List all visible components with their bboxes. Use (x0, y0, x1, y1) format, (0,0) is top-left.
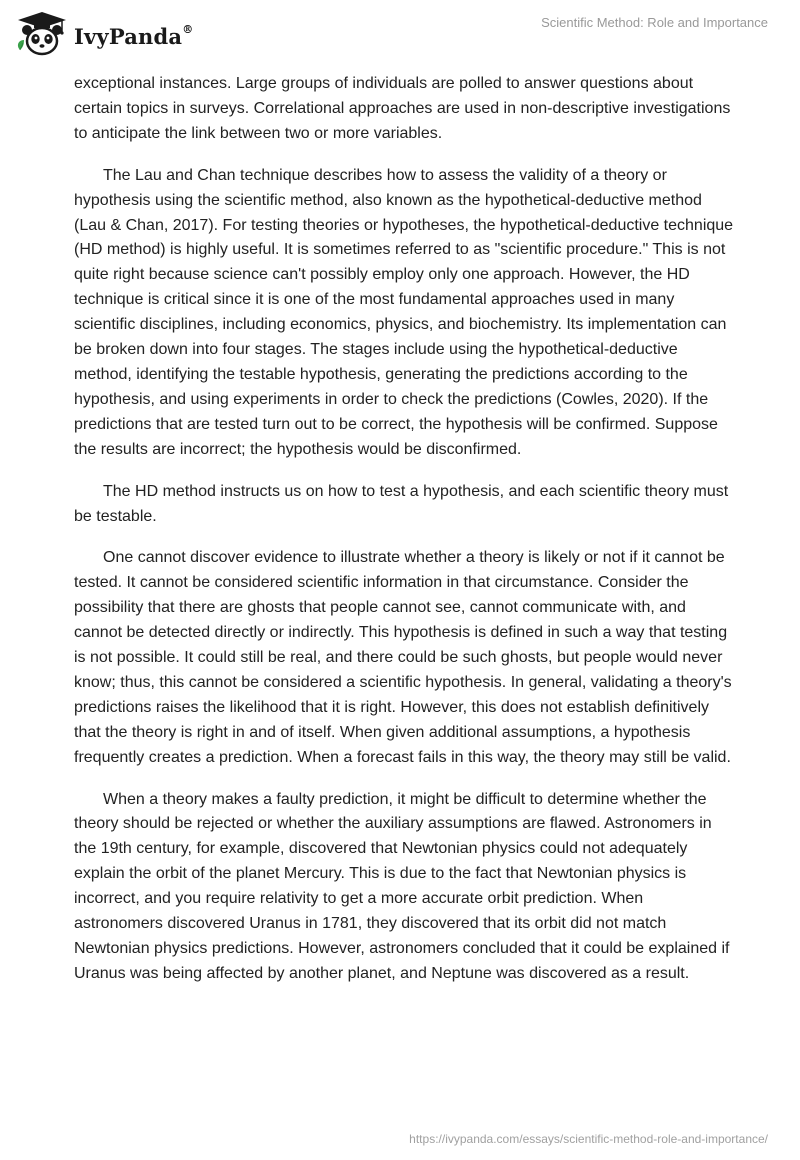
brand-name: IvyPanda® (74, 22, 194, 49)
paragraph-continued: exceptional instances. Large groups of individuals are polled to answer questions about certain topics in surveys. Correlational approaches are used in non-descriptive investigations to anticipate the link between two or more variables. (74, 75, 731, 142)
page-header (0, 0, 800, 70)
paragraph: One cannot discover evidence to illustrate whether a theory is likely or not if it cannot be tested. It cannot be considered scientific information in that circumstance. Consider the possibility that there are ghosts that people cannot see, cannot communicate with, and cannot be detected directly or indirectly. This hypothesis is defined in such a way that testing is not possible. It could still be real, and there could be such ghosts, but people would never know; thus, this cannot be considered a scientific hypothesis. In general, validating a theory's predictions raises the likelihood that it is right. However, this does not establish definitively that the theory is right in and of itself. When given additional assumptions, a hypothesis frequently creates a prediction. When a forecast fails in this way, the theory may still be valid. (74, 549, 732, 766)
essay-body (74, 72, 734, 1004)
document-title: Scientific Method: Role and Importance (541, 15, 768, 30)
source-url[interactable]: https://ivypanda.com/essays/scientific-method-role-and-importance/ (409, 1132, 768, 1146)
paragraph: When a theory makes a faulty prediction, it might be difficult to determine whether the theory should be rejected or whether the auxiliary assumptions are flawed. Astronomers in the 19th century, for example, discovered that Newtonian physics could not adequately explain the orbit of the planet Mercury. This is due to the fact that Newtonian physics is incorrect, and you require relativity to get a more accurate orbit prediction. When astronomers discovered Uranus in 1781, they discovered that its orbit did not match Newtonian physics predictions. However, astronomers concluded that it could be explained if Uranus was being affected by another planet, and Neptune was discovered as a result. (74, 790, 730, 982)
panda-graduate-icon (14, 10, 70, 58)
ivypanda-logo[interactable] (14, 10, 193, 58)
paragraph: The HD method instructs us on how to test a hypothesis, and each scientific theory must be testable. (74, 482, 729, 525)
paragraph: The Lau and Chan technique describes how to assess the validity of a theory or hypothesis using the scientific method, also known as the hypothetical-deductive method (Lau & Chan, 2017). For testing theories or hypotheses, the hypothetical-deductive technique (HD method) is highly useful. It is sometimes referred to as "scientific procedure." This is not quite right because science can't possibly employ only one approach. However, the HD technique is critical since it is one of the most fundamental approaches used in many scientific disciplines, including economics, physics, and biochemistry. Its implementation can be broken down into four stages. The stages include using the hypothetical-deductive method, identifying the testable hypothesis, generating the predictions according to the hypothesis, and using experiments in order to check the predictions (Cowles, 2020). If the predictions that are tested turn out to be correct, the hypothesis will be confirmed. Suppose the results are incorrect; the hypothesis would be disconfirmed. (74, 166, 734, 458)
